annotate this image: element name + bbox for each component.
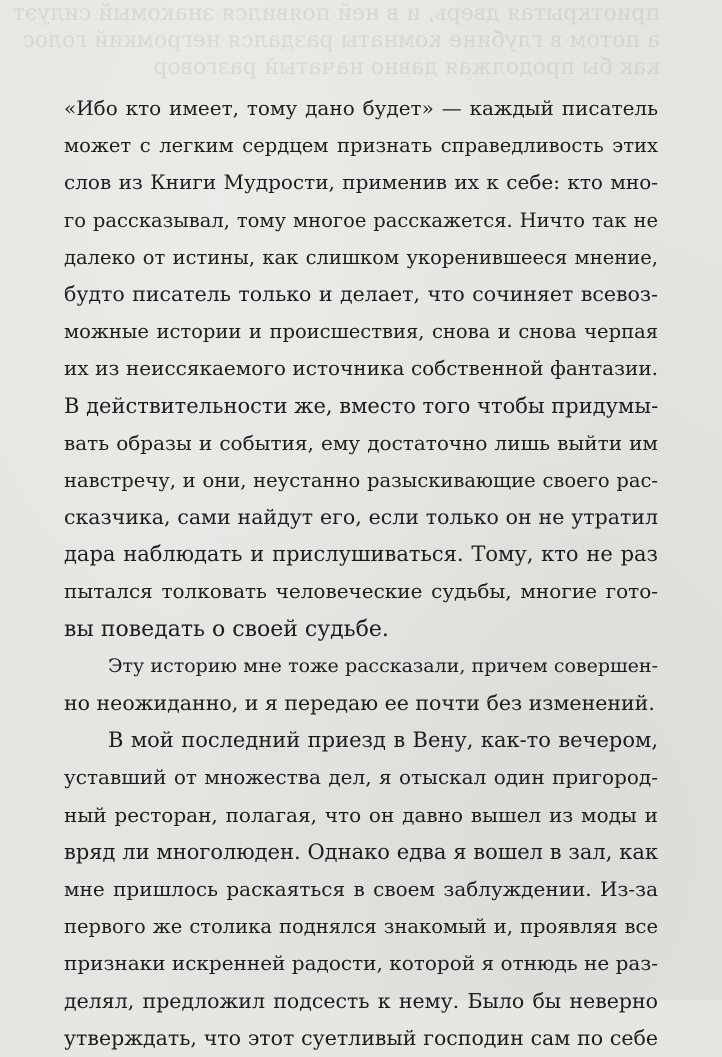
text-line: Эту историю мне тоже рассказали, причем совершен-	[108, 654, 658, 677]
text-line: го рассказывал, тому многое расскажется. Ничто так не	[64, 208, 658, 232]
paragraph-1	[64, 90, 658, 648]
text-line: можные истории и происшествия, снова и снова черпая	[64, 320, 658, 344]
show-through-text	[12, 0, 660, 90]
text-line: будто писатель только и делает, что сочиняет всевоз-	[64, 281, 658, 306]
text-line: далеко от истины, как слишком укоренившееся мнение,	[64, 245, 658, 269]
text-line: вать образы и события, ему достаточно лишь выйти им	[64, 430, 658, 455]
text-line: вряд ли многолюден. Однако едва я вошел в зал, как	[64, 839, 658, 864]
text-line: «Ибо кто имеет, тому дано будет» — каждый писатель	[64, 96, 658, 120]
text-line: мне пришлось раскаяться в своем заблуждении. Из-за	[64, 876, 658, 901]
text-line: вы поведать о своей судьбе.	[64, 616, 389, 642]
text-line: уставший от множества дел, я отыскал один пригород-	[64, 765, 658, 790]
text-line: первого же столика поднялся знакомый и, проявляя все	[64, 915, 658, 939]
text-line: их из неиссякаемого источника собственной фантазии.	[64, 356, 658, 381]
text-line: В действительности же, вместо того чтобы придумы-	[64, 393, 659, 418]
text-line: В мой последний приезд в Вену, как-то вечером,	[108, 728, 658, 753]
body-text	[64, 90, 658, 1057]
text-line: может с легким сердцем признать справедливость этих	[64, 134, 658, 158]
show-through-line: а потом в глубине комнаты раздался негромкий голос	[22, 28, 660, 53]
show-through-line: приоткрытая дверь, и в ней появился знакомый силуэт	[12, 1, 660, 26]
text-line: делял, предложил подсесть к нему. Было бы неверно	[64, 988, 658, 1013]
text-line: сказчика, сами найдут его, если только он не утратил	[64, 505, 658, 530]
text-line: но неожиданно, и я передаю ее почти без изменений.	[64, 691, 655, 715]
paragraph-3	[64, 722, 658, 1057]
paragraph-2	[64, 648, 658, 722]
text-line: пытался толковать человеческие судьбы, многие гото-	[64, 579, 658, 604]
text-line: признаки искренней радости, которой я отнюдь не раз-	[64, 951, 658, 976]
show-through-line: как бы продолжая давно начатый разговор	[153, 55, 660, 80]
text-line: навстречу, и они, неустанно разыскивающие своего рас-	[64, 468, 658, 492]
text-line: дара наблюдать и прислушиваться. Тому, кто не раз	[64, 542, 658, 567]
text-line: слов из Книги Мудрости, применив их к себе: кто мно-	[64, 170, 658, 195]
text-line: ный ресторан, полагая, что он давно вышел из моды и	[64, 802, 658, 827]
text-line: утверждать, что этот суетливый господин сам по себе	[64, 1025, 658, 1050]
